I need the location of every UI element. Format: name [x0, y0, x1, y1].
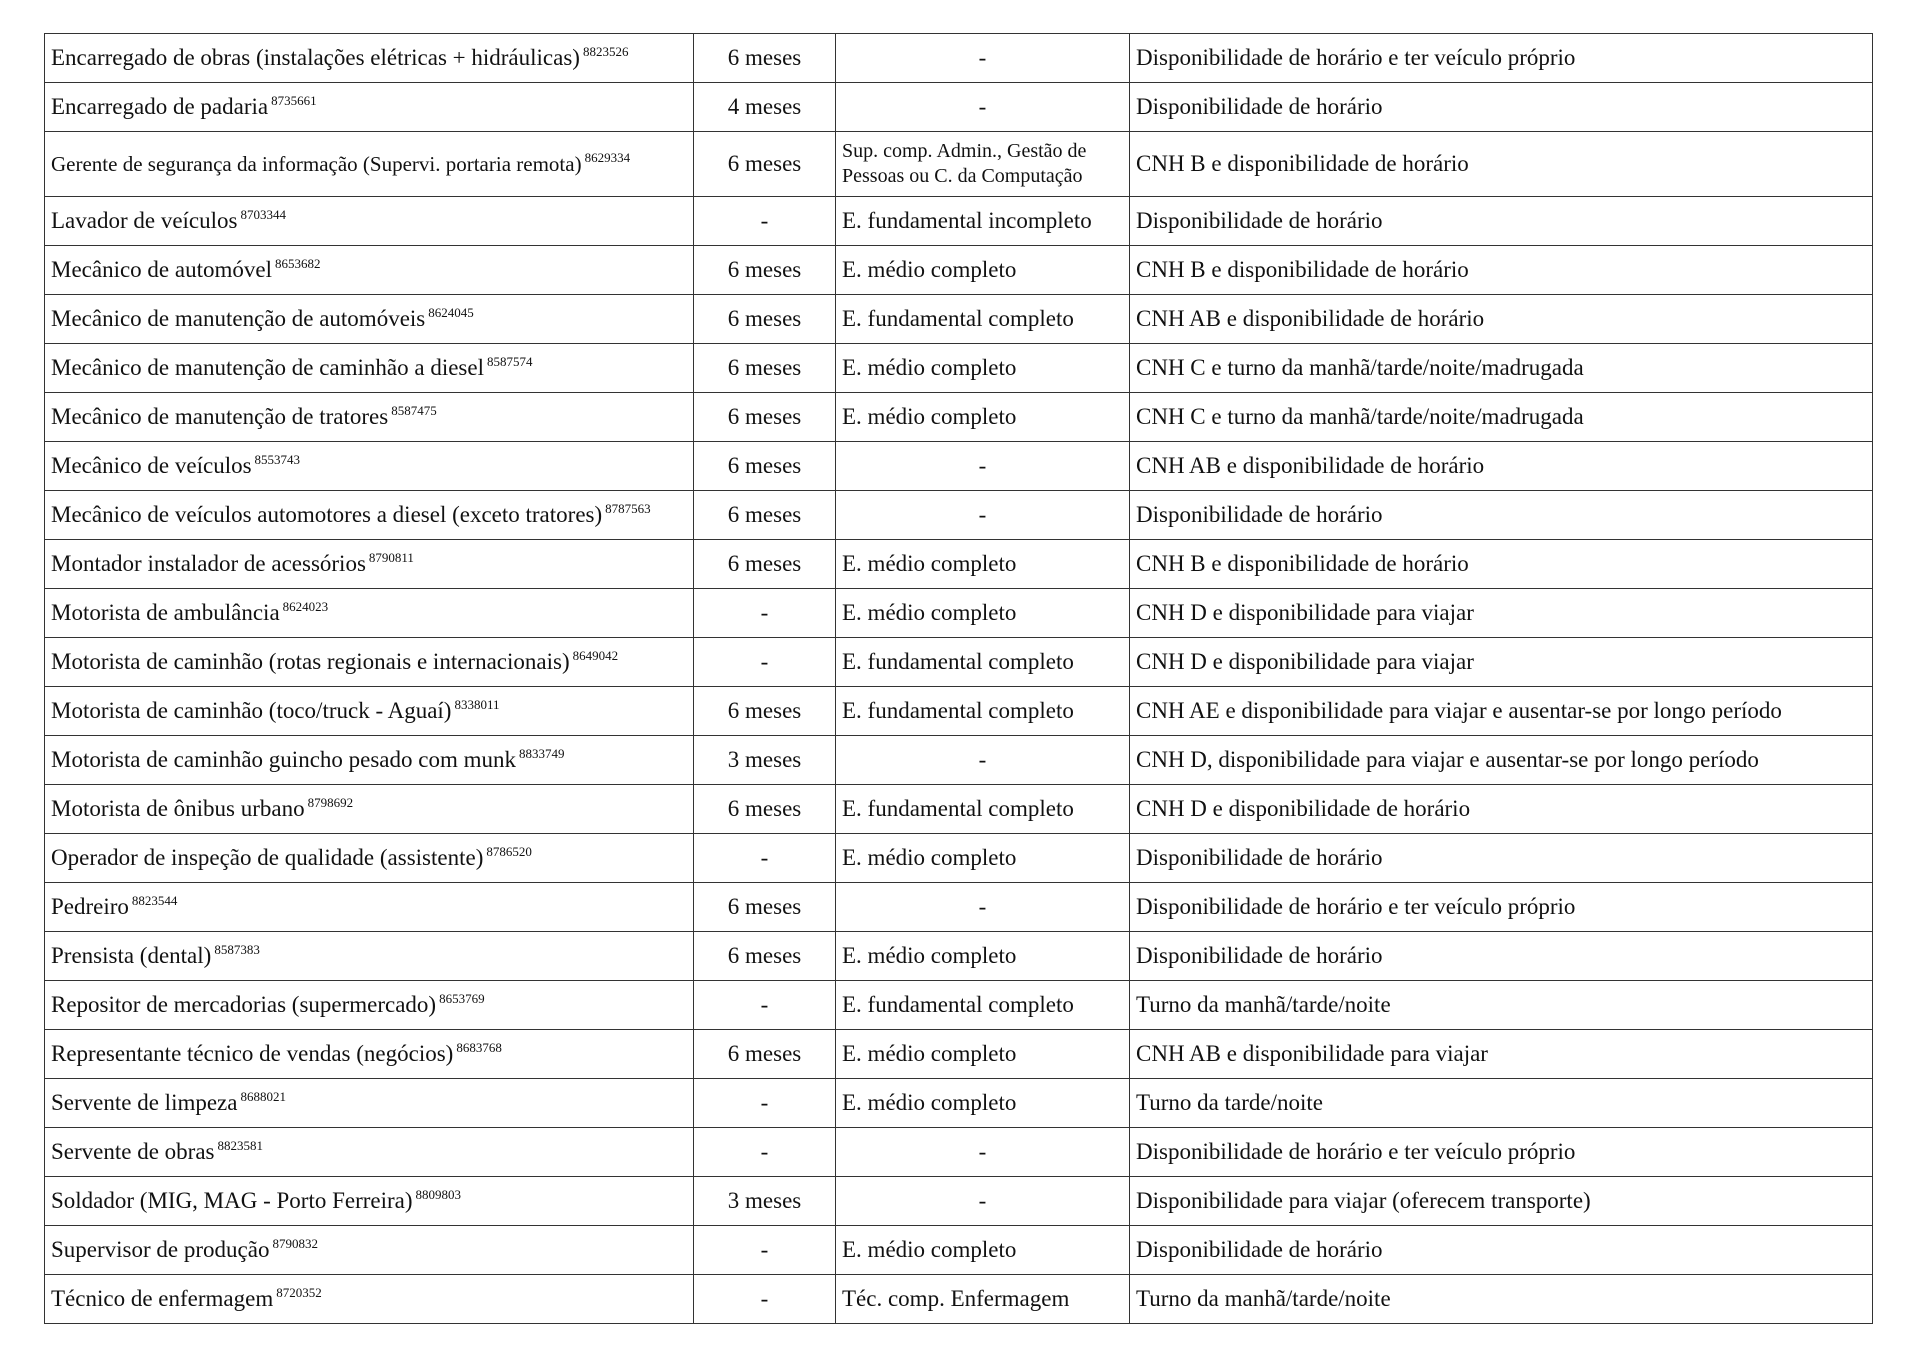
education-cell: - — [836, 83, 1130, 132]
requirements-cell: CNH D e disponibilidade para viajar — [1130, 638, 1873, 687]
role-title: Motorista de ônibus urbano — [51, 796, 305, 821]
requirements-cell: CNH AB e disponibilidade de horário — [1130, 442, 1873, 491]
job-code: 8798692 — [307, 795, 354, 810]
experience-cell: - — [694, 589, 836, 638]
role-title: Montador instalador de acessórios — [51, 551, 366, 576]
requirements-cell: Turno da manhã/tarde/noite — [1130, 981, 1873, 1030]
education-cell: E. médio completo — [836, 344, 1130, 393]
role-title: Mecânico de manutenção de automóveis — [51, 306, 426, 331]
table-row — [45, 1128, 1873, 1177]
table-row — [45, 638, 1873, 687]
role-title: Encarregado de padaria — [51, 94, 269, 119]
role-title: Mecânico de veículos automotores a diesel (exceto tratores) — [51, 502, 603, 527]
role-title: Pedreiro — [51, 894, 129, 919]
role-cell — [45, 932, 694, 981]
role-title: Motorista de ambulância — [51, 600, 280, 625]
requirements-cell: Turno da manhã/tarde/noite — [1130, 1275, 1873, 1324]
job-code: 8338011 — [454, 697, 500, 712]
role-cell — [45, 344, 694, 393]
requirements-cell: CNH B e disponibilidade de horário — [1130, 132, 1873, 197]
experience-cell: - — [694, 1226, 836, 1275]
experience-cell: 6 meses — [694, 295, 836, 344]
role-title: Mecânico de manutenção de caminhão a diesel — [51, 355, 484, 380]
role-cell — [45, 1030, 694, 1079]
education-cell: E. fundamental completo — [836, 687, 1130, 736]
table-row — [45, 246, 1873, 295]
table-row — [45, 1275, 1873, 1324]
experience-cell: - — [694, 197, 836, 246]
experience-cell: 6 meses — [694, 442, 836, 491]
education-cell: E. médio completo — [836, 393, 1130, 442]
job-code: 8649042 — [572, 648, 619, 663]
education-cell: E. médio completo — [836, 540, 1130, 589]
experience-cell: 6 meses — [694, 687, 836, 736]
requirements-cell: CNH B e disponibilidade de horário — [1130, 540, 1873, 589]
role-title: Gerente de segurança da informação (Supervi. portaria remota) — [51, 152, 582, 176]
requirements-cell: CNH C e turno da manhã/tarde/noite/madrugada — [1130, 344, 1873, 393]
table-row — [45, 344, 1873, 393]
requirements-cell: CNH AE e disponibilidade para viajar e ausentar-se por longo período — [1130, 687, 1873, 736]
job-code: 8653769 — [439, 991, 485, 1006]
role-cell — [45, 491, 694, 540]
role-title: Servente de obras — [51, 1139, 215, 1164]
table-row — [45, 736, 1873, 785]
role-cell — [45, 638, 694, 687]
job-code: 8587475 — [391, 403, 437, 418]
table-row — [45, 83, 1873, 132]
role-cell — [45, 1128, 694, 1177]
education-cell: E. fundamental completo — [836, 638, 1130, 687]
experience-cell: - — [694, 1128, 836, 1177]
education-cell: - — [836, 1128, 1130, 1177]
requirements-cell: Disponibilidade de horário e ter veículo próprio — [1130, 883, 1873, 932]
role-title: Motorista de caminhão guincho pesado com munk — [51, 747, 517, 772]
role-cell — [45, 540, 694, 589]
role-cell — [45, 687, 694, 736]
requirements-cell: Disponibilidade de horário — [1130, 491, 1873, 540]
table-row — [45, 883, 1873, 932]
experience-cell: - — [694, 981, 836, 1030]
job-code: 8587574 — [486, 354, 533, 369]
table-row — [45, 1226, 1873, 1275]
job-code: 8624045 — [428, 305, 474, 320]
role-cell — [45, 246, 694, 295]
experience-cell: 6 meses — [694, 393, 836, 442]
job-code: 8735661 — [271, 93, 317, 108]
role-title: Prensista (dental) — [51, 943, 212, 968]
experience-cell: - — [694, 638, 836, 687]
experience-cell: 6 meses — [694, 246, 836, 295]
role-cell — [45, 883, 694, 932]
requirements-cell: CNH AB e disponibilidade de horário — [1130, 295, 1873, 344]
role-cell — [45, 1177, 694, 1226]
job-code: 8786520 — [486, 844, 532, 859]
role-cell — [45, 785, 694, 834]
job-code: 8720352 — [276, 1285, 322, 1300]
requirements-cell: Disponibilidade para viajar (oferecem transporte) — [1130, 1177, 1873, 1226]
job-code: 8823544 — [131, 893, 178, 908]
table-row — [45, 1079, 1873, 1128]
education-cell: E. médio completo — [836, 246, 1130, 295]
role-cell — [45, 132, 694, 197]
role-cell — [45, 1275, 694, 1324]
table-row — [45, 34, 1873, 83]
role-title: Soldador (MIG, MAG - Porto Ferreira) — [51, 1188, 413, 1213]
job-code: 8624023 — [282, 599, 329, 614]
job-code: 8823526 — [582, 44, 629, 59]
role-cell — [45, 981, 694, 1030]
table-row — [45, 442, 1873, 491]
table-row — [45, 491, 1873, 540]
role-title: Mecânico de manutenção de tratores — [51, 404, 389, 429]
experience-cell: 6 meses — [694, 1030, 836, 1079]
role-title: Motorista de caminhão (rotas regionais e internacionais) — [51, 649, 570, 674]
education-cell: E. fundamental completo — [836, 981, 1130, 1030]
experience-cell: 6 meses — [694, 344, 836, 393]
role-cell — [45, 1079, 694, 1128]
role-cell — [45, 736, 694, 785]
table-row — [45, 540, 1873, 589]
role-title: Representante técnico de vendas (negócios) — [51, 1041, 454, 1066]
role-cell — [45, 34, 694, 83]
education-cell: E. médio completo — [836, 1079, 1130, 1128]
role-title: Técnico de enfermagem — [51, 1286, 274, 1311]
requirements-cell: Disponibilidade de horário — [1130, 932, 1873, 981]
role-title: Lavador de veículos — [51, 208, 238, 233]
table-row — [45, 834, 1873, 883]
table-row — [45, 785, 1873, 834]
education-cell: Sup. comp. Admin., Gestão de Pessoas ou C. da Computação — [836, 132, 1130, 197]
role-title: Supervisor de produção — [51, 1237, 270, 1262]
table-row — [45, 393, 1873, 442]
requirements-cell: Disponibilidade de horário e ter veículo próprio — [1130, 1128, 1873, 1177]
experience-cell: 6 meses — [694, 932, 836, 981]
experience-cell: 6 meses — [694, 883, 836, 932]
education-cell: - — [836, 736, 1130, 785]
role-title: Servente de limpeza — [51, 1090, 238, 1115]
experience-cell: 6 meses — [694, 540, 836, 589]
table-row — [45, 589, 1873, 638]
education-cell: E. fundamental completo — [836, 785, 1130, 834]
experience-cell: - — [694, 834, 836, 883]
table-row — [45, 981, 1873, 1030]
job-code: 8787563 — [605, 501, 651, 516]
role-title: Encarregado de obras (instalações elétricas + hidráulicas) — [51, 45, 580, 70]
job-code: 8823581 — [217, 1138, 263, 1153]
experience-cell: 6 meses — [694, 491, 836, 540]
job-code: 8790832 — [272, 1236, 318, 1251]
experience-cell: 6 meses — [694, 132, 836, 197]
job-code: 8587383 — [214, 942, 260, 957]
education-cell: - — [836, 34, 1130, 83]
education-cell: E. fundamental incompleto — [836, 197, 1130, 246]
requirements-cell: CNH D e disponibilidade de horário — [1130, 785, 1873, 834]
job-code: 8833749 — [519, 746, 565, 761]
table-row — [45, 132, 1873, 197]
requirements-cell: Disponibilidade de horário — [1130, 197, 1873, 246]
education-cell: E. médio completo — [836, 1030, 1130, 1079]
requirements-cell: Disponibilidade de horário — [1130, 834, 1873, 883]
role-cell — [45, 295, 694, 344]
role-cell — [45, 1226, 694, 1275]
requirements-cell: Disponibilidade de horário — [1130, 83, 1873, 132]
job-code: 8653682 — [274, 256, 321, 271]
education-cell: E. médio completo — [836, 834, 1130, 883]
education-cell: - — [836, 442, 1130, 491]
role-title: Mecânico de veículos — [51, 453, 252, 478]
job-code: 8809803 — [415, 1187, 462, 1202]
experience-cell: 3 meses — [694, 1177, 836, 1226]
table-row — [45, 1177, 1873, 1226]
role-cell — [45, 589, 694, 638]
job-code: 8688021 — [240, 1089, 286, 1104]
education-cell: E. médio completo — [836, 932, 1130, 981]
table-row — [45, 197, 1873, 246]
job-code: 8629334 — [584, 150, 631, 165]
education-cell: - — [836, 1177, 1130, 1226]
table-row — [45, 1030, 1873, 1079]
requirements-cell: Disponibilidade de horário — [1130, 1226, 1873, 1275]
role-cell — [45, 393, 694, 442]
role-title: Repositor de mercadorias (supermercado) — [51, 992, 437, 1017]
experience-cell: 4 meses — [694, 83, 836, 132]
table-body — [45, 34, 1873, 1324]
requirements-cell: CNH D e disponibilidade para viajar — [1130, 589, 1873, 638]
education-cell: E. médio completo — [836, 589, 1130, 638]
table-row — [45, 295, 1873, 344]
job-code: 8790811 — [368, 550, 414, 565]
education-cell: E. médio completo — [836, 1226, 1130, 1275]
role-cell — [45, 834, 694, 883]
role-cell — [45, 83, 694, 132]
requirements-cell: CNH B e disponibilidade de horário — [1130, 246, 1873, 295]
role-title: Motorista de caminhão (toco/truck - Aguaí) — [51, 698, 452, 723]
education-cell: - — [836, 491, 1130, 540]
requirements-cell: Turno da tarde/noite — [1130, 1079, 1873, 1128]
job-listings-table — [44, 33, 1873, 1324]
education-cell: - — [836, 883, 1130, 932]
role-title: Operador de inspeção de qualidade (assistente) — [51, 845, 484, 870]
job-code: 8683768 — [456, 1040, 502, 1055]
experience-cell: 3 meses — [694, 736, 836, 785]
requirements-cell: Disponibilidade de horário e ter veículo próprio — [1130, 34, 1873, 83]
requirements-cell: CNH C e turno da manhã/tarde/noite/madrugada — [1130, 393, 1873, 442]
job-code: 8553743 — [254, 452, 301, 467]
role-cell — [45, 442, 694, 491]
requirements-cell: CNH AB e disponibilidade para viajar — [1130, 1030, 1873, 1079]
experience-cell: 6 meses — [694, 785, 836, 834]
education-cell: Téc. comp. Enfermagem — [836, 1275, 1130, 1324]
requirements-cell: CNH D, disponibilidade para viajar e ausentar-se por longo período — [1130, 736, 1873, 785]
role-cell — [45, 197, 694, 246]
experience-cell: 6 meses — [694, 34, 836, 83]
table-row — [45, 932, 1873, 981]
education-cell: E. fundamental completo — [836, 295, 1130, 344]
role-title: Mecânico de automóvel — [51, 257, 272, 282]
job-code: 8703344 — [240, 207, 286, 222]
table-row — [45, 687, 1873, 736]
experience-cell: - — [694, 1275, 836, 1324]
experience-cell: - — [694, 1079, 836, 1128]
